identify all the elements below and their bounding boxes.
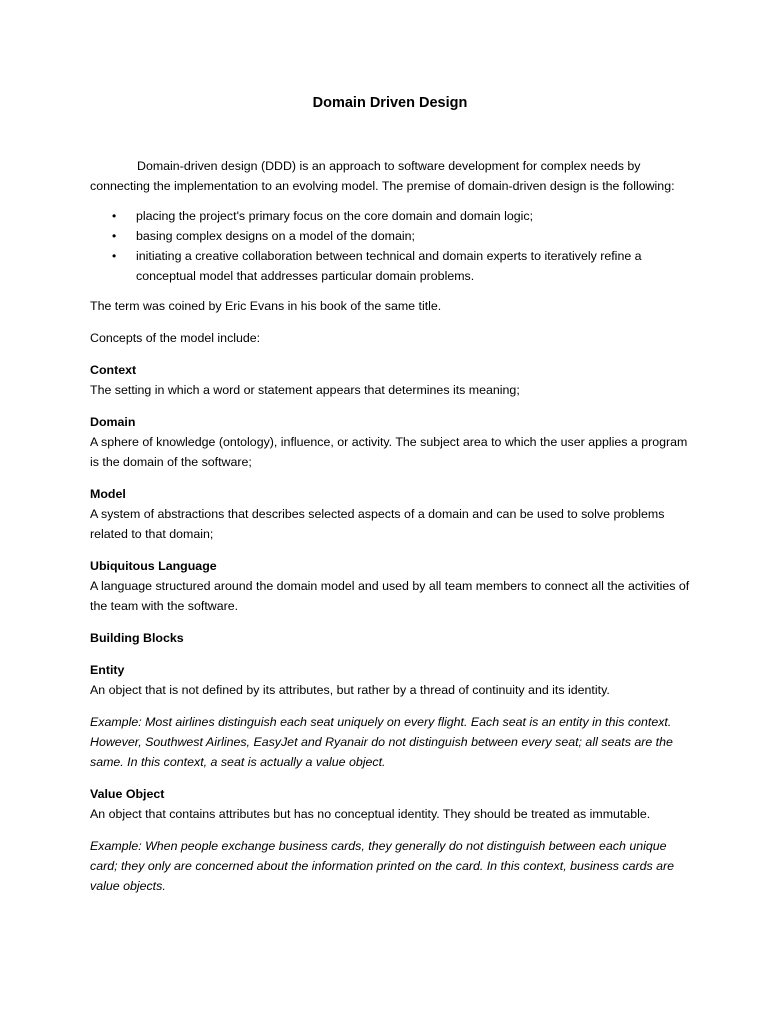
concept-term: Value Object [90, 787, 165, 801]
concept-definition: A language structured around the domain model and used by all team members to connect all the activities of the team with the software. [90, 579, 690, 613]
concept-term: Domain [90, 415, 136, 429]
concept-domain [90, 412, 690, 472]
concept-definition: A system of abstractions that describes selected aspects of a domain and can be used to solve problems related to that domain; [90, 507, 665, 541]
list-item-text: basing complex designs on a model of the domain; [136, 229, 415, 243]
concept-model [90, 484, 690, 544]
concept-term: Entity [90, 663, 125, 677]
document-title: Domain Driven Design [312, 95, 468, 111]
document-content [90, 92, 690, 908]
bullet-icon: • [112, 249, 117, 263]
concept-definition: An object that is not defined by its attributes, but rather by a thread of continuity and its identity. [90, 683, 610, 697]
list-item-text: initiating a creative collaboration between technical and domain experts to iteratively refine a conceptual model that addresses particular domain problems. [136, 249, 642, 283]
list-item [90, 226, 690, 246]
concept-definition: A sphere of knowledge (ontology), influence, or activity. The subject area to which the user applies a program is the domain of the software; [90, 435, 688, 469]
list-item [90, 246, 690, 286]
concept-definition: The setting in which a word or statement appears that determines its meaning; [90, 383, 520, 397]
concept-context [90, 360, 690, 400]
building-blocks-heading: Building Blocks [90, 631, 184, 645]
concept-ubiquitous-language [90, 556, 690, 616]
coined-paragraph: The term was coined by Eric Evans in his book of the same title. [90, 299, 442, 313]
bullet-icon: • [112, 209, 117, 223]
intro-paragraph: Domain-driven design (DDD) is an approach to software development for complex needs by connecting the implementation to an evolving model. The premise of domain-driven design is the following: [90, 159, 675, 193]
premise-list [90, 206, 690, 286]
concept-entity [90, 660, 690, 700]
concept-value-object [90, 784, 690, 824]
bullet-icon: • [112, 229, 117, 243]
concept-term: Model [90, 487, 126, 501]
list-item-text: placing the project's primary focus on the core domain and domain logic; [136, 209, 534, 223]
concept-term: Ubiquitous Language [90, 559, 217, 573]
concept-term: Context [90, 363, 137, 377]
concept-definition: An object that contains attributes but has no conceptual identity. They should be treated as immutable. [90, 807, 651, 821]
concepts-intro: Concepts of the model include: [90, 331, 261, 345]
value-object-example: Example: When people exchange business cards, they generally do not distinguish between each unique card; they only are concerned about the information printed on the card. In this context, business cards are value objects. [90, 839, 675, 893]
entity-example: Example: Most airlines distinguish each seat uniquely on every flight. Each seat is an entity in this context. However, Southwest Airlines, EasyJet and Ryanair do not distinguish between every seat; all seats are the same. In this context, a seat is actually a value object. [90, 715, 673, 769]
list-item [90, 206, 690, 226]
